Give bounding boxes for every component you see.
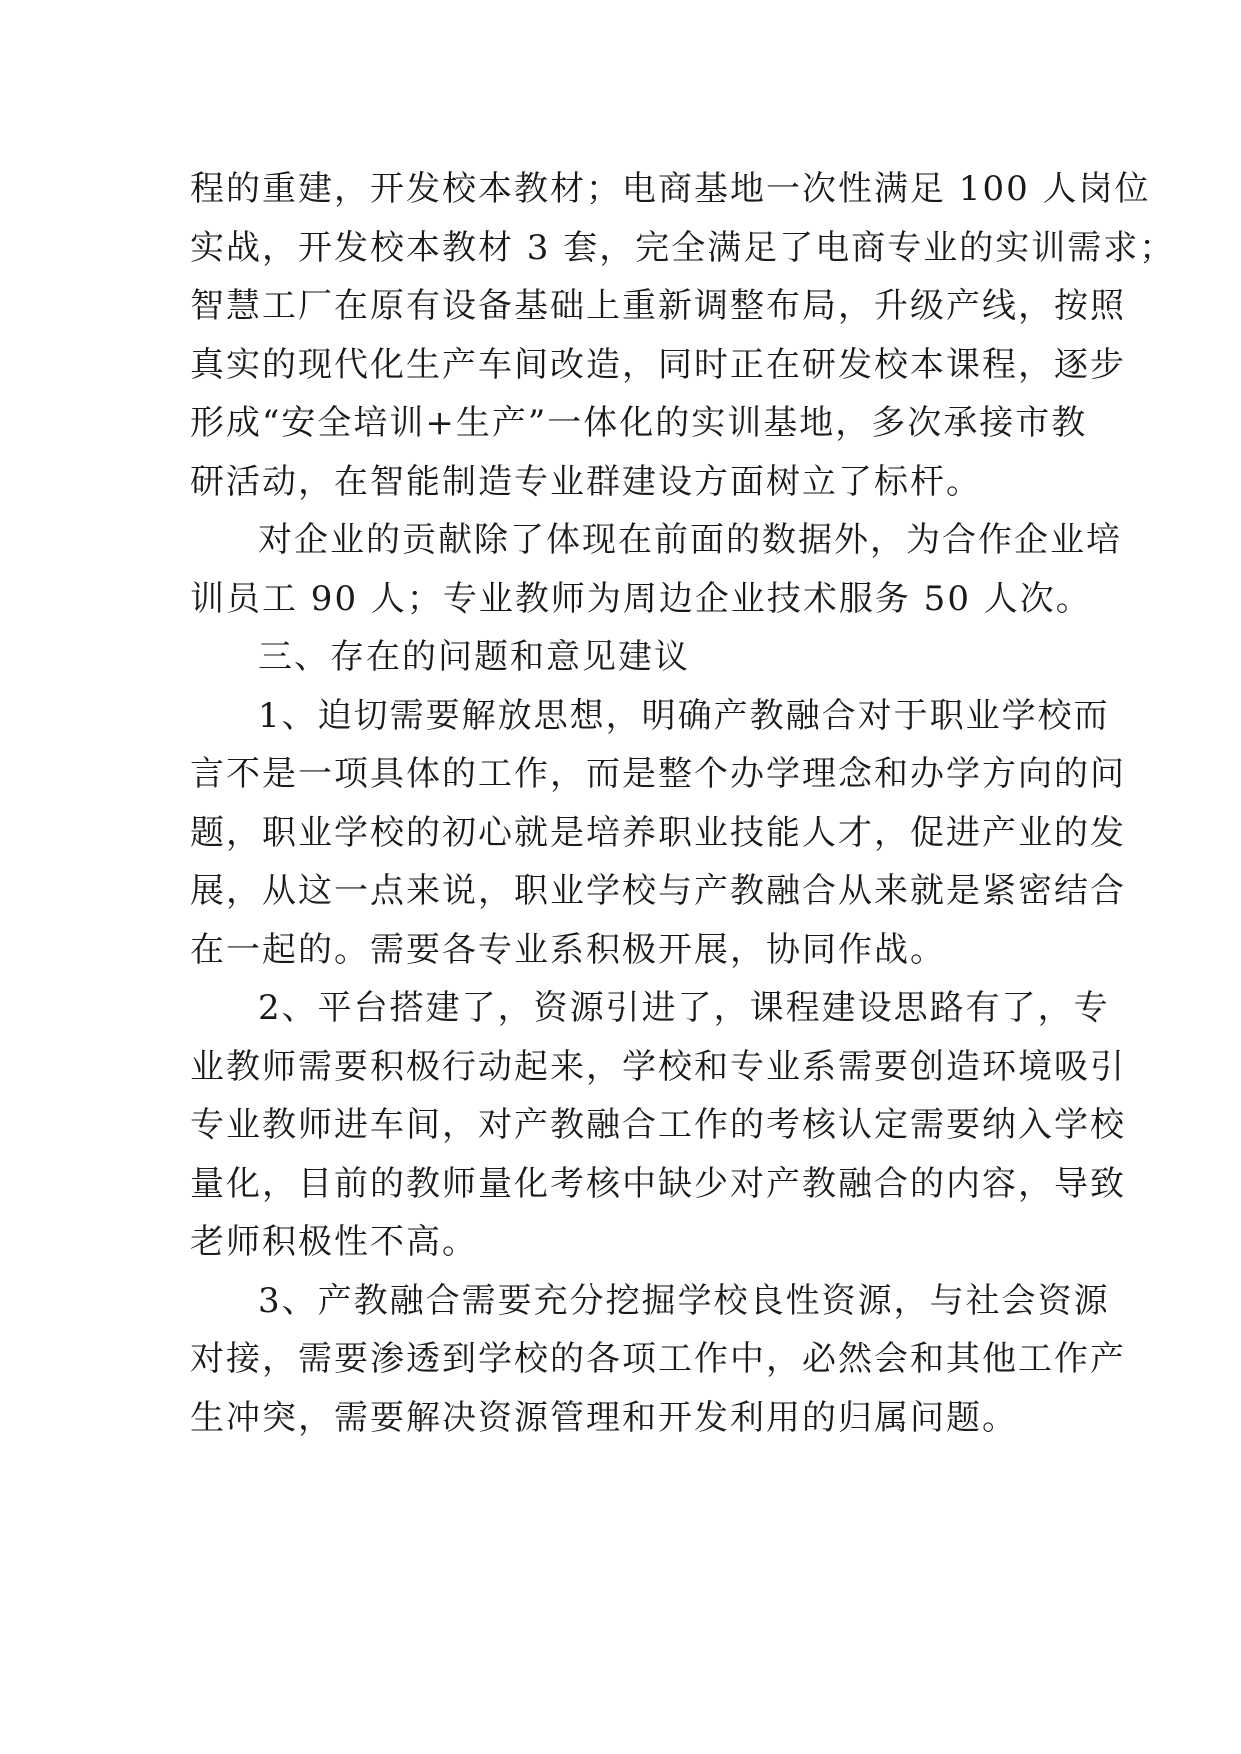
text-line-20: 3、产教融合需要充分挖掘学校良性资源，与社会资源 — [258, 1280, 1110, 1321]
text-line-1: 程的重建，开发校本教材；电商基地一次性满足 100 人岗位 — [190, 169, 1151, 209]
text-line-11: 言不是一项具体的工作，而是整个办学理念和办学方向的问 — [190, 754, 1126, 794]
text-line-18: 量化，目前的教师量化考核中缺少对产教融合的内容，导致 — [190, 1163, 1126, 1204]
section-heading: 三、存在的问题和意见建议 — [258, 637, 690, 677]
text-line-19: 老师积极性不高。 — [190, 1222, 478, 1262]
text-line-8: 训员工 90 人；专业教师为周边企业技术服务 50 人次。 — [190, 578, 1092, 619]
text-line-17: 专业教师进车间，对产教融合工作的考核认定需要纳入学校 — [190, 1105, 1126, 1145]
text-line-2: 实战，开发校本教材 3 套，完全满足了电商专业的实训需求； — [190, 227, 1176, 268]
text-line-16: 业教师需要积极行动起来，学校和专业系需要创造环境吸引 — [190, 1046, 1126, 1087]
text-line-4: 真实的现代化生产车间改造，同时正在研发校本课程，逐步 — [190, 344, 1126, 385]
text-line-13: 展，从这一点来说，职业学校与产教融合从来就是紧密结合 — [190, 871, 1126, 911]
text-line-22: 生冲突，需要解决资源管理和开发利用的归属问题。 — [190, 1397, 1018, 1438]
text-line-12: 题，职业学校的初心就是培养职业技能人才，促进产业的发 — [190, 812, 1126, 853]
text-line-6: 研活动，在智能制造专业群建设方面树立了标杆。 — [190, 461, 982, 502]
text-line-14: 在一起的。需要各专业系积极开展，协同作战。 — [190, 929, 946, 970]
body-text — [190, 160, 1176, 1447]
text-line-7: 对企业的贡献除了体现在前面的数据外，为合作企业培 — [258, 520, 1122, 560]
text-line-10: 1、迫切需要解放思想，明确产教融合对于职业学校而 — [258, 695, 1110, 736]
text-line-15: 2、平台搭建了，资源引进了，课程建设思路有了，专 — [258, 988, 1110, 1028]
text-line-21: 对接，需要渗透到学校的各项工作中，必然会和其他工作产 — [190, 1339, 1126, 1379]
text-line-5: 形成“安全培训+生产”一体化的实训基地，多次承接市教 — [190, 403, 1088, 443]
text-line-3: 智慧工厂在原有设备基础上重新调整布局，升级产线，按照 — [190, 286, 1126, 326]
